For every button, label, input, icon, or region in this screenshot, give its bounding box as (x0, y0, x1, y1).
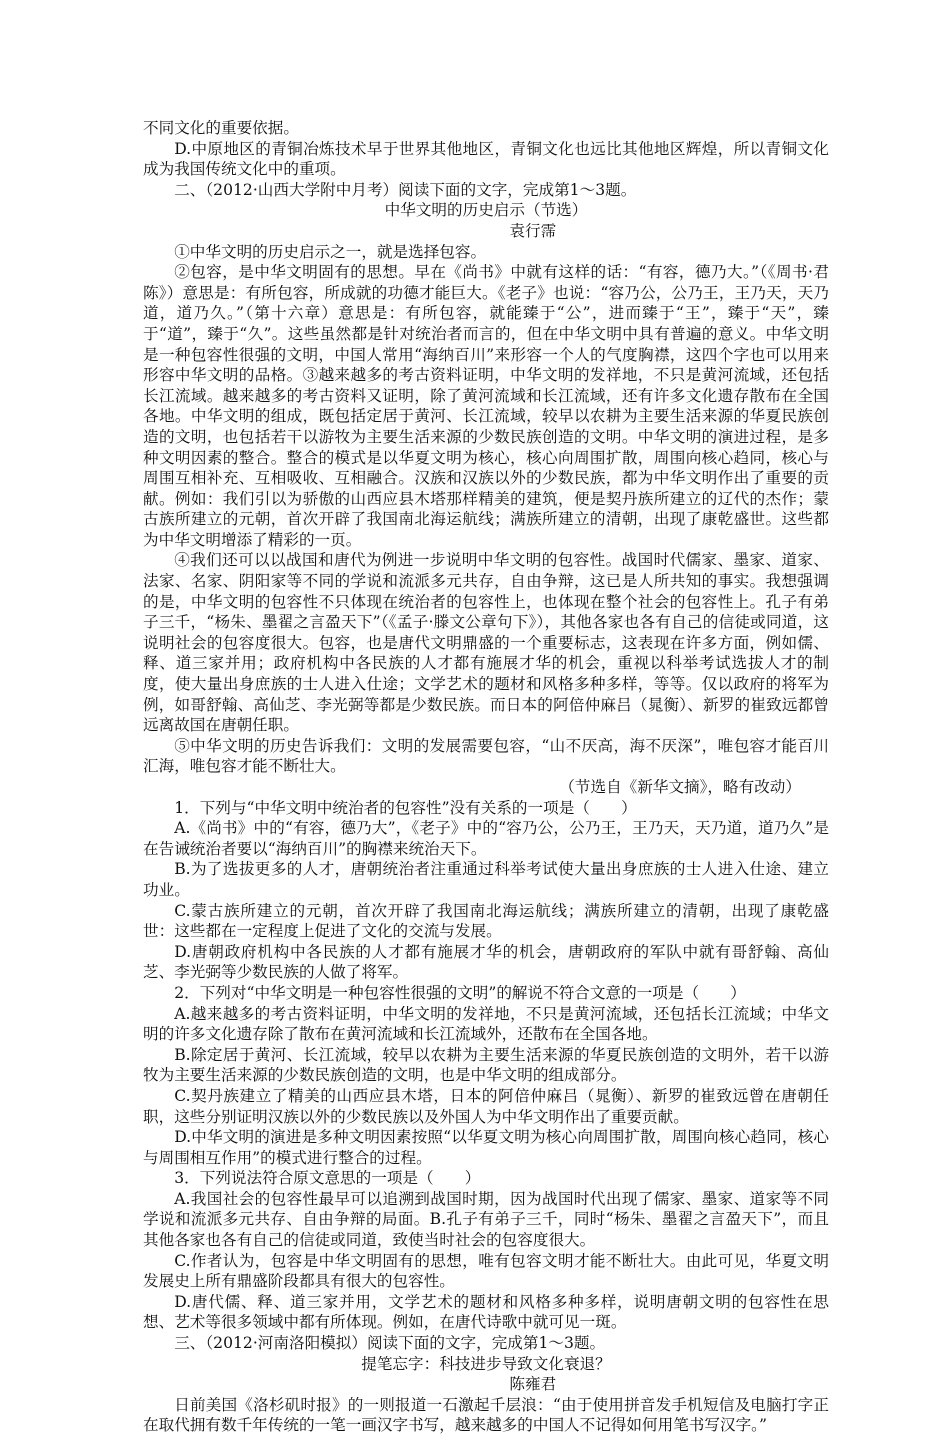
source-note: （节选自《新华文摘》，略有改动） (559, 778, 801, 796)
paragraph: 日前美国《洛杉矶时报》的一则报道一石激起千层浪：“由于使用拼音发手机短信及电脑打字正在取代拥有数千年传统的一笔一画汉字书写，越来越多的中国人不记得如何用笔书写汉字。” (143, 1395, 829, 1435)
option: A.我国社会的包容性最早可以追溯到战国时期，因为战国时代出现了儒家、墨家、道家等不同学说和流派多元共存、自由争辩的局面。B.孔子有弟子三千，同时“杨朱、墨翟之言盈天下”，而且其他各家也各有自己的信徒或同道，致使当时社会的包容度很大。 (143, 1189, 829, 1250)
article-author: 袁行霈 (415, 221, 557, 240)
paragraph: D.中原地区的青铜冶炼技术早于世界其他地区，青铜文化也远比其他地区辉煌，所以青铜文化成为我国传统文化中的重项。 (143, 139, 829, 179)
option: D.唐朝政府机构中各民族的人才都有施展才华的机会，唐朝政府的军队中就有哥舒翰、高仙芝、李光弼等少数民族的人做了将军。 (143, 942, 829, 982)
document-body (143, 118, 829, 1436)
option: C.契丹族建立了精美的山西应县木塔，日本的阿倍仲麻吕（晁衡）、新罗的崔致远曾在唐朝任职，这些分别证明汉族以外的少数民族以及外国人为中华文明作出了重要贡献。 (143, 1086, 829, 1126)
question: 2．下列对“中华文明是一种包容性很强的文明”的解说不符合文意的一项是（ ） (174, 983, 746, 1002)
paragraph: ④我们还可以以战国和唐代为例进一步说明中华文明的包容性。战国时代儒家、墨家、道家、法家、名家、阴阳家等不同的学说和流派多元共存，自由争辩，这已是人所共知的事实。我想强调的是，中华文明的包容性不只体现在统治者的包容性上，也体现在整个社会的包容性上。孔子有弟子三千，“杨朱、墨翟之言盈天下”（《孟子·滕文公章句下》），其他各家也各有自己的信徒或同道，这说明社会的包容度很大。包容，也是唐代文明鼎盛的一个重要标志，这表现在许多方面，例如儒、释、道三家并用；政府机构中各民族的人才都有施展才华的机会，重视以科举考试选拔人才的制度，使大量出身庶族的士人进入仕途；文学艺术的题材和风格多种多样，等等。仅以政府的将军为例，如哥舒翰、高仙芝、李光弼等都是少数民族。而日本的阿倍仲麻吕（晁衡）、新罗的崔致远都曾远离故国在唐朝任职。 (143, 551, 829, 735)
paragraph: ②包容，是中华文明固有的思想。早在《尚书》中就有这样的话：“有容，德乃大。”（《周书·君陈》）意思是：有所包容，所成就的功德才能巨大。《老子》也说：“容乃公，公乃王，王乃天，天乃道，道乃久。”（第十六章）意思是：有所包容，就能臻于“公”，进而臻于“王”，臻于“天”，臻于“道”，臻于“久”。这些虽然都是针对统治者而言的，但在中华文明中具有普遍的意义。中华文明是一种包容性很强的文明，中国人常用“海纳百川”来形容一个人的气度胸襟，这四个字也可以用来形容中华文明的品格。③越来越多的考古资料证明，中华文明的发祥地，不只是黄河流域，还包括长江流域。越来越多的考古资料又证明，除了黄河流域和长江流域，还有许多文化遗存散布在全国各地。中华文明的组成，既包括定居于黄河、长江流域，较早以农耕为主要生活来源的华夏民族创造的文明，也包括若干以游牧为主要生活来源的少数民族创造的文明。中华文明的演进过程，是多种文明因素的整合。整合的模式是以华夏文明为核心，核心向周围扩散，周围向核心趋同，核心与周围互相补充、互相吸收、互相融合。汉族和汉族以外的少数民族，都为中华文明作出了重要的贡献。例如：我们引以为骄傲的山西应县木塔那样精美的建筑，便是契丹族所建立的辽代的杰作；蒙古族所建立的元朝，首次开辟了我国南北海运航线；满族所建立的清朝，出现了康乾盛世。这些都为中华文明增添了精彩的一页。 (143, 263, 829, 549)
question: 3．下列说法符合原文意思的一项是（ ） (174, 1169, 481, 1188)
paragraph: 不同文化的重要依据。 (143, 119, 299, 137)
paragraph: ⑤中华文明的历史告诉我们：文明的发展需要包容，“山不厌高，海不厌深”，唯包容才能百川汇海，唯包容才能不断壮大。 (143, 736, 829, 776)
question: 1．下列与“中华文明中统治者的包容性”没有关系的一项是（ ） (174, 798, 637, 817)
section-heading: 二、（2012·山西大学附中月考）阅读下面的文字，完成第1～3题。 (174, 180, 637, 199)
option: A.越来越多的考古资料证明，中华文明的发祥地，不只是黄河流域，还包括长江流域；中华文明的许多文化遗存除了散布在黄河流域和长江流域外，还散布在全国各地。 (143, 1004, 829, 1044)
option: B.为了选拔更多的人才，唐朝统治者注重通过科举考试使大量出身庶族的士人进入仕途、建立功业。 (143, 860, 829, 899)
option: C.蒙古族所建立的元朝，首次开辟了我国南北海运航线；满族所建立的清朝，出现了康乾盛世：这些都在一定程度上促进了文化的交流与发展。 (143, 901, 829, 941)
option: D.唐代儒、释、道三家并用，文学艺术的题材和风格多种多样，说明唐朝文明的包容性在思想、艺术等很多领域中都有所体现。例如，在唐代诗歌中就可见一斑。 (143, 1292, 829, 1332)
section-heading: 三、（2012·河南洛阳模拟）阅读下面的文字，完成第1～3题。 (174, 1334, 606, 1353)
option: B.除定居于黄河、长江流域，较早以农耕为主要生活来源的华夏民族创造的文明外，若干以游牧为主要生活来源的少数民族创造的文明，也是中华文明的组成部分。 (143, 1045, 829, 1085)
option: C.作者认为，包容是中华文明固有的思想，唯有包容文明才能不断壮大。由此可见，华夏文明发展史上所有鼎盛阶段都具有很大的包容性。 (143, 1251, 829, 1291)
option: A.《尚书》中的“有容，德乃大”，《老子》中的“容乃公，公乃王，王乃天，天乃道，道乃久”是在告诫统治者要以“海纳百川”的胸襟来统治天下。 (143, 819, 829, 858)
option: D.中华文明的演进是多种文明因素按照“以华夏文明为核心向周围扩散，周围向核心趋同，核心与周围相互作用”的模式进行整合的过程。 (143, 1128, 829, 1167)
paragraph: ①中华文明的历史启示之一，就是选择包容。 (174, 242, 487, 261)
article-title: 中华文明的历史启示（节选） (384, 201, 588, 220)
article-title: 提笔忘字：科技进步导致文化衰退？ (361, 1354, 611, 1373)
article-author: 陈雍君 (415, 1375, 557, 1394)
